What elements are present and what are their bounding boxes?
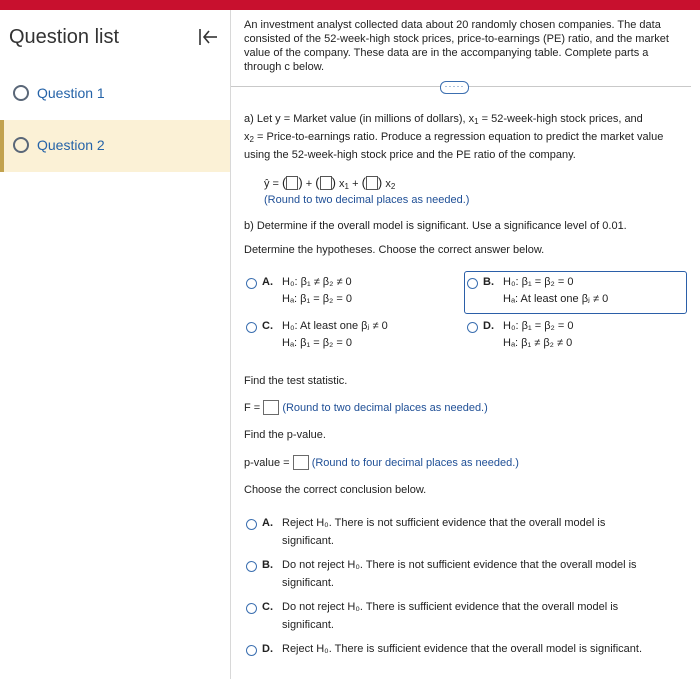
- question-intro: An investment analyst collected data about 20 randomly chosen companies. The data consisted of the 52-week-high stock prices, price-to-earnings (PE) ratio, and the market value of the company. These data are in the accompanying table. Complete parts a through c below.: [244, 19, 669, 73]
- sidebar-item-question-1[interactable]: [0, 68, 230, 120]
- option-a-radio[interactable]: [246, 278, 257, 289]
- sidebar-item-label: Question 1: [37, 85, 105, 101]
- conclusion-c-line1: Do not reject H₀. There is sufficient evidence that the overall model is: [282, 601, 619, 613]
- p-label: p-value =: [244, 457, 290, 469]
- option-b-ha: Hₐ: At least one βⱼ ≠ 0: [503, 293, 609, 305]
- conclusion-d-line1: Reject H₀. There is sufficient evidence that the overall model is significant.: [282, 643, 643, 655]
- plus: +: [305, 178, 313, 190]
- conclusion-c-line2: significant.: [282, 619, 334, 631]
- sidebar-item-question-2[interactable]: [0, 120, 230, 172]
- question-panel: [231, 10, 700, 679]
- conclusion-b-line2: significant.: [282, 577, 334, 589]
- option-letter: B.: [483, 276, 494, 288]
- part-b-line1: b) Determine if the overall model is significant. Use a significance level of 0.01.: [244, 220, 627, 232]
- subscript: 2: [390, 182, 396, 191]
- b1-input[interactable]: [320, 176, 332, 190]
- f-input[interactable]: [263, 400, 279, 415]
- radio-icon: [13, 137, 29, 153]
- text: = Price-to-earnings ratio. Produce a regression equation to predict the market value: [253, 131, 664, 143]
- x2-label: x: [385, 178, 391, 190]
- option-letter: C.: [262, 320, 273, 332]
- option-d-ha: Hₐ: β₁ ≠ β₂ ≠ 0: [503, 337, 573, 349]
- plus: +: [352, 178, 359, 190]
- option-b-radio[interactable]: [467, 278, 478, 289]
- option-letter: C.: [262, 601, 273, 613]
- intercept-input[interactable]: [286, 176, 298, 190]
- conclusion-a-line1: Reject H₀. There is not sufficient evidence that the overall model is: [282, 517, 606, 529]
- option-a-h0: H₀: β₁ ≠ β₂ ≠ 0: [282, 276, 352, 288]
- conclusion-a-line2: significant.: [282, 535, 334, 547]
- round-note-a: (Round to two decimal places as needed.): [264, 194, 470, 206]
- x1-label: x: [339, 178, 345, 190]
- subscript: 1: [344, 182, 349, 191]
- subscript: 2: [249, 135, 254, 144]
- conclusion-a-radio[interactable]: [246, 519, 257, 530]
- option-d-h0: H₀: β₁ = β₂ = 0: [503, 320, 574, 332]
- p-row: [244, 455, 519, 470]
- option-c-radio[interactable]: [246, 322, 257, 333]
- f-label: F =: [244, 402, 261, 414]
- part-b-line2: Determine the hypotheses. Choose the correct answer below.: [244, 244, 545, 256]
- regression-equation: ŷ = ( ) + ( ) $x_1$ + ( ) $x_2$: [264, 175, 396, 191]
- b2-input[interactable]: [366, 176, 378, 190]
- subscript: 1: [474, 117, 479, 126]
- p-prompt: Find the p-value.: [244, 429, 326, 441]
- radio-icon: [13, 85, 29, 101]
- option-letter: A.: [262, 276, 273, 288]
- option-c-ha: Hₐ: β₁ = β₂ = 0: [282, 337, 352, 349]
- part-a-line1: [244, 112, 643, 129]
- text: = 52-week-high stock prices, and: [478, 113, 643, 125]
- text: a) Let y = Market value (in millions of dollars), x: [244, 113, 475, 125]
- option-a-ha: Hₐ: β₁ = β₂ = 0: [282, 293, 352, 305]
- collapse-left-icon[interactable]: [197, 26, 219, 50]
- conclusion-c-radio[interactable]: [246, 603, 257, 614]
- option-letter: D.: [483, 320, 494, 332]
- option-letter: A.: [262, 517, 273, 529]
- part-a-line3: using the 52-week-high stock price and the PE ratio of the company.: [244, 149, 576, 161]
- more-button[interactable]: ·····: [440, 81, 469, 94]
- option-letter: D.: [262, 643, 273, 655]
- option-letter: B.: [262, 559, 273, 571]
- p-note: (Round to four decimal places as needed.): [311, 457, 519, 469]
- f-row: [244, 400, 488, 415]
- conclusion-d-radio[interactable]: [246, 645, 257, 656]
- sidebar-title: Question list: [9, 26, 120, 48]
- option-c-h0: H₀: At least one βⱼ ≠ 0: [282, 320, 388, 332]
- sidebar-item-label: Question 2: [37, 137, 105, 153]
- option-b-h0: H₀: β₁ = β₂ = 0: [503, 276, 574, 288]
- p-input[interactable]: [293, 455, 309, 470]
- conclusion-prompt: Choose the correct conclusion below.: [244, 484, 427, 496]
- question-list-sidebar: [0, 10, 231, 679]
- part-a-line2: [244, 130, 663, 147]
- conclusion-b-radio[interactable]: [246, 561, 257, 572]
- test-stat-prompt: Find the test statistic.: [244, 375, 348, 387]
- top-accent-bar: [0, 0, 700, 10]
- conclusion-b-line1: Do not reject H₀. There is not sufficient evidence that the overall model is: [282, 559, 637, 571]
- option-d-radio[interactable]: [467, 322, 478, 333]
- f-note: (Round to two decimal places as needed.): [282, 402, 488, 414]
- yhat-label: ŷ =: [264, 178, 279, 190]
- text: x: [244, 131, 250, 143]
